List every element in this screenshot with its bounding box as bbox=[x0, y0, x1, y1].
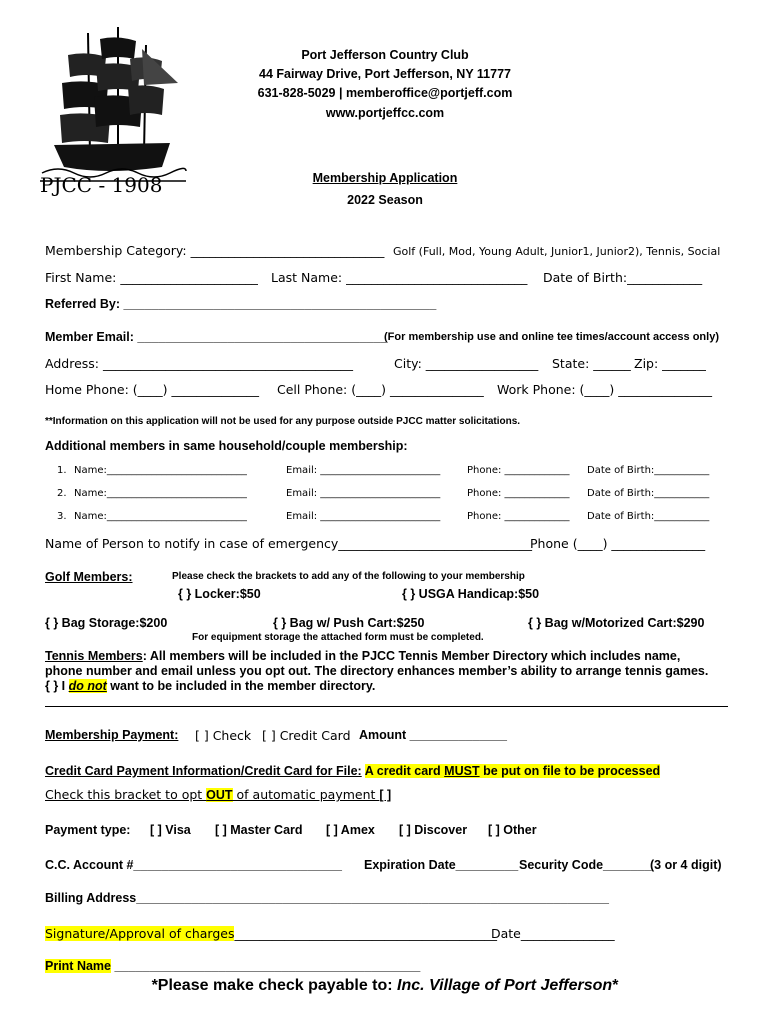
additional-email-field[interactable]: Email: ________________________ bbox=[286, 488, 441, 499]
locker-option[interactable]: { } Locker:$50 bbox=[178, 587, 261, 601]
tennis-members-label: Tennis Members bbox=[45, 649, 143, 663]
auto-payment-opt-out[interactable] bbox=[45, 787, 391, 802]
last-name-field[interactable]: Last Name: _____________________________ bbox=[271, 270, 528, 285]
payable-text: *Please make check payable to: bbox=[151, 977, 398, 994]
additional-name-field[interactable]: Name:____________________________ bbox=[74, 511, 247, 522]
bag-storage-option[interactable]: { } Bag Storage:$200 bbox=[45, 616, 168, 630]
opt-out-text: Check this bracket to opt bbox=[45, 787, 207, 802]
credit-card-requirement bbox=[365, 764, 660, 778]
member-email-field[interactable]: Member Email: ____________________________________ bbox=[45, 330, 388, 344]
tennis-opt-bracket: { } I bbox=[45, 679, 69, 693]
credit-card-info-line bbox=[45, 764, 660, 778]
expiration-date-field[interactable]: Expiration Date_________ bbox=[364, 858, 519, 872]
requirement-must: MUST bbox=[444, 764, 480, 778]
billing-address-field[interactable]: Billing Address____________________________________________________________________ bbox=[45, 891, 609, 905]
usga-handicap-option[interactable]: { } USGA Handicap:$50 bbox=[402, 587, 540, 601]
additional-email-field[interactable]: Email: ________________________ bbox=[286, 511, 441, 522]
signature-line: __________________________________________ bbox=[234, 926, 497, 941]
equipment-storage-note: For equipment storage the attached form must be completed. bbox=[192, 632, 484, 643]
additional-phone-field[interactable]: Phone: _____________ bbox=[467, 511, 570, 522]
push-cart-option[interactable]: { } Bag w/ Push Cart:$250 bbox=[273, 616, 425, 630]
print-name-line: ____________________________________________ bbox=[111, 959, 421, 973]
club-website: www.portjeffcc.com bbox=[325, 106, 445, 120]
requirement-text-end: be put on file to be processed bbox=[479, 764, 661, 778]
row-number: 2. bbox=[57, 488, 67, 499]
tennis-opt-suffix: want to be included in the member directory. bbox=[106, 679, 376, 693]
tennis-do-not: do not bbox=[68, 679, 107, 693]
credit-card-option[interactable]: [ ] Credit Card bbox=[262, 728, 351, 743]
additional-members-heading: Additional members in same household/couple membership: bbox=[45, 439, 408, 453]
club-contact: 631-828-5029 | memberoffice@portjeff.com bbox=[257, 86, 513, 100]
amex-option[interactable]: [ ] Amex bbox=[326, 823, 375, 837]
form-season: 2022 Season bbox=[347, 193, 423, 207]
emergency-phone-field[interactable]: Phone (____) _______________ bbox=[530, 536, 706, 551]
information-note: **Information on this application will not be used for any purpose outside PJCC matter solicitations. bbox=[45, 416, 521, 427]
motorized-cart-option[interactable]: { } Bag w/Motorized Cart:$290 bbox=[528, 616, 705, 630]
mastercard-option[interactable]: [ ] Master Card bbox=[215, 823, 303, 837]
first-name-field[interactable]: First Name: ______________________ bbox=[45, 270, 258, 285]
cc-account-field[interactable]: C.C. Account #______________________________ bbox=[45, 858, 342, 872]
membership-category-options: Golf (Full, Mod, Young Adult, Junior1, Junior2), Tennis, Social bbox=[393, 245, 721, 258]
security-code-note: (3 or 4 digit) bbox=[650, 858, 722, 872]
additional-phone-field[interactable]: Phone: _____________ bbox=[467, 488, 570, 499]
additional-dob-field[interactable]: Date of Birth:___________ bbox=[587, 488, 710, 499]
additional-dob-field[interactable]: Date of Birth:___________ bbox=[587, 511, 710, 522]
zip-field[interactable]: Zip: _______ bbox=[634, 356, 706, 371]
emergency-contact-field[interactable]: Name of Person to notify in case of emergency_______________________________ bbox=[45, 536, 533, 551]
form-title: Membership Application bbox=[312, 171, 458, 185]
member-email-note: (For membership use and online tee times/account access only) bbox=[384, 331, 719, 343]
payable-notice bbox=[0, 977, 770, 995]
home-phone-field[interactable]: Home Phone: (____) ______________ bbox=[45, 382, 260, 397]
membership-category-field[interactable]: Membership Category: _______________________________ bbox=[45, 243, 385, 258]
tennis-text-2: phone number and email unless you opt out. The directory enhances member’s ability to arrange tennis games. bbox=[45, 664, 709, 678]
opt-out-text-end: of automatic payment bbox=[232, 787, 380, 802]
tennis-text-1: : All members will be included in the PJCC Tennis Member Directory which includes name, bbox=[142, 649, 681, 663]
club-name: Port Jefferson Country Club bbox=[301, 48, 469, 62]
row-number: 1. bbox=[57, 465, 67, 476]
additional-phone-field[interactable]: Phone: _____________ bbox=[467, 465, 570, 476]
additional-dob-field[interactable]: Date of Birth:___________ bbox=[587, 465, 710, 476]
security-code-field[interactable]: Security Code_______ bbox=[519, 858, 652, 872]
golf-members-label: Golf Members: bbox=[45, 570, 133, 584]
club-address: 44 Fairway Drive, Port Jefferson, NY 11777 bbox=[259, 67, 511, 81]
section-divider bbox=[45, 706, 728, 707]
work-phone-field[interactable]: Work Phone: (____) _______________ bbox=[497, 382, 713, 397]
check-option[interactable]: [ ] Check bbox=[195, 728, 252, 743]
other-option[interactable]: [ ] Other bbox=[488, 823, 537, 837]
golf-instruction: Please check the brackets to add any of the following to your membership bbox=[172, 571, 525, 582]
membership-payment-label: Membership Payment: bbox=[45, 728, 179, 742]
state-field[interactable]: State: ______ bbox=[552, 356, 631, 371]
additional-name-field[interactable]: Name:____________________________ bbox=[74, 465, 247, 476]
payable-to: Inc. Village of Port Jefferson bbox=[397, 977, 613, 994]
signature-date-field[interactable]: Date_______________ bbox=[491, 926, 615, 941]
cell-phone-field[interactable]: Cell Phone: (____) _______________ bbox=[277, 382, 484, 397]
opt-out-bracket[interactable]: [ ] bbox=[379, 788, 392, 802]
signature-field[interactable] bbox=[45, 926, 497, 941]
print-name-field[interactable] bbox=[45, 959, 420, 973]
referred-by-field[interactable]: Referred By: _____________________________________________ bbox=[45, 297, 437, 311]
row-number: 3. bbox=[57, 511, 67, 522]
club-logo bbox=[38, 25, 188, 200]
print-name-label: Print Name bbox=[45, 959, 111, 973]
tennis-description bbox=[45, 649, 680, 663]
requirement-text: A credit card bbox=[364, 764, 445, 778]
date-of-birth-field[interactable]: Date of Birth:____________ bbox=[543, 270, 703, 285]
signature-label: Signature/Approval of charges bbox=[45, 926, 235, 941]
opt-out-emphasis: OUT bbox=[206, 788, 233, 802]
payable-end: * bbox=[612, 977, 619, 994]
address-field[interactable]: Address: ________________________________________ bbox=[45, 356, 353, 371]
discover-option[interactable]: [ ] Discover bbox=[399, 823, 468, 837]
amount-field[interactable]: Amount ______________ bbox=[359, 728, 508, 742]
logo-text: PJCC - 1908 bbox=[40, 173, 163, 197]
additional-name-field[interactable]: Name:____________________________ bbox=[74, 488, 247, 499]
credit-card-info-heading: Credit Card Payment Information/Credit Card for File: bbox=[45, 764, 362, 778]
payment-type-label: Payment type: bbox=[45, 823, 131, 837]
additional-email-field[interactable]: Email: ________________________ bbox=[286, 465, 441, 476]
visa-option[interactable]: [ ] Visa bbox=[150, 823, 191, 837]
city-field[interactable]: City: __________________ bbox=[394, 356, 539, 371]
tennis-opt-out-option[interactable] bbox=[45, 679, 375, 693]
